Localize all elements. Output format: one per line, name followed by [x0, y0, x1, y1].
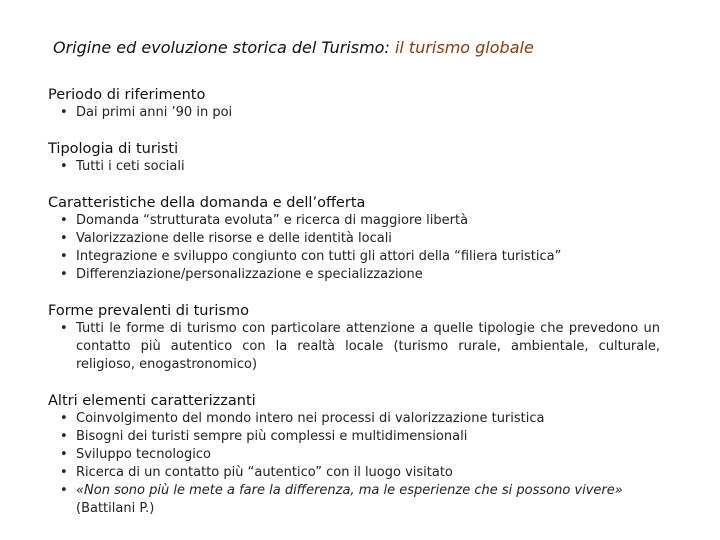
bullet-icon: • — [60, 411, 68, 426]
section-heading: Periodo di riferimento — [48, 87, 206, 103]
quote-item — [60, 482, 668, 518]
list-item: • Integrazione e sviluppo congiunto con tutti gli attori della “filiera turistica” — [60, 249, 562, 264]
list-item: • Differenziazione/personalizzazione e specializzazione — [60, 267, 423, 282]
slide-title — [53, 38, 534, 57]
section-altri — [48, 392, 668, 518]
bullet-icon: • — [60, 213, 68, 228]
section-periodo — [48, 86, 668, 122]
bullet-icon: • — [60, 321, 68, 336]
section-heading: Altri elementi caratterizzanti — [48, 393, 256, 409]
list-item: • Tutti i ceti sociali — [60, 159, 185, 174]
section-heading: Caratteristiche della domanda e dell’offerta — [48, 195, 366, 211]
list-item: • Coinvolgimento del mondo intero nei processi di valorizzazione turistica — [60, 411, 545, 426]
section-caratteristiche — [48, 194, 668, 284]
list-item: • Domanda “strutturata evoluta” e ricerca di maggiore libertà — [60, 213, 469, 228]
bullet-icon: • — [60, 231, 68, 246]
bullet-icon: • — [60, 447, 68, 462]
bullet-list — [48, 410, 668, 518]
list-item: • Tutti le forme di turismo con particolare attenzione a quelle tipologie che prevedono un contatto più autentico con la realtà locale (turismo rurale, ambientale, culturale, religioso, enogastronomico) — [60, 321, 660, 372]
section-heading: Tipologia di turisti — [48, 141, 179, 157]
bullet-list — [48, 212, 668, 284]
section-tipologia — [48, 140, 668, 176]
title-accent: il turismo globale — [394, 38, 534, 57]
list-item: • Dai primi anni ’90 in poi — [60, 105, 233, 120]
bullet-icon: • — [60, 249, 68, 264]
section-heading: Forme prevalenti di turismo — [48, 303, 250, 319]
bullet-list — [48, 158, 668, 176]
bullet-icon: • — [60, 105, 68, 120]
bullet-list — [48, 104, 668, 122]
bullet-icon: • — [60, 465, 68, 480]
quote-author: (Battilani P.) — [76, 501, 155, 516]
bullet-icon: • — [60, 159, 68, 174]
list-item: • Valorizzazione delle risorse e delle identità locali — [60, 231, 392, 246]
bullet-list — [48, 320, 668, 374]
bullet-icon: • — [60, 429, 68, 444]
title-prefix: Origine ed evoluzione storica del Turismo: — [53, 38, 390, 57]
list-item: • Sviluppo tecnologico — [60, 447, 211, 462]
bullet-icon: • — [60, 267, 68, 282]
quote-text: «Non sono più le mete a fare la differenza, ma le esperienze che si possono vivere» — [76, 483, 623, 498]
list-item: • Ricerca di un contatto più “autentico” con il luogo visitato — [60, 465, 453, 480]
list-item: • Bisogni dei turisti sempre più complessi e multidimensionali — [60, 429, 468, 444]
bullet-icon: • — [60, 483, 68, 498]
section-forme — [48, 302, 668, 374]
